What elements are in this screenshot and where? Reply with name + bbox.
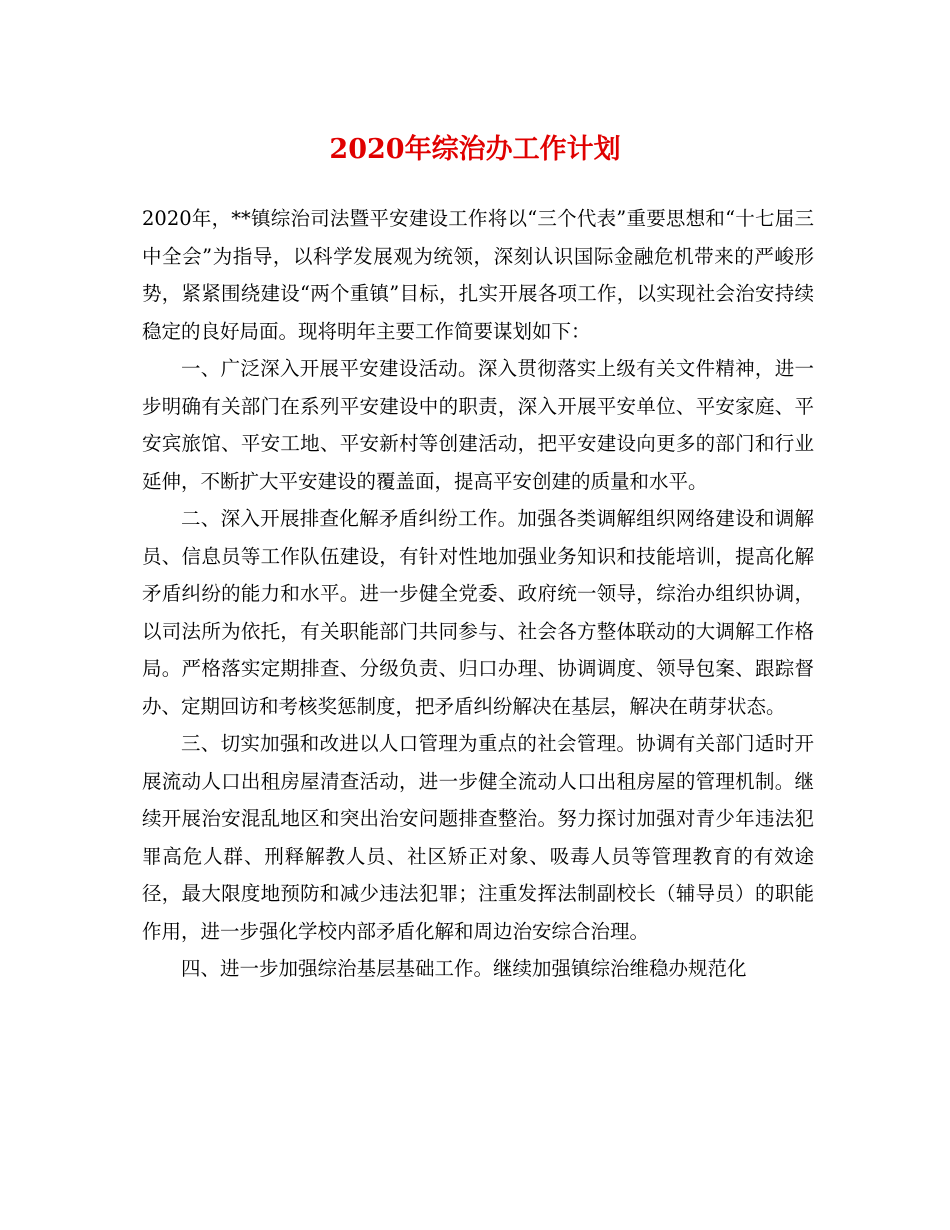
document-body <box>142 200 814 988</box>
document-title: 2020年综治办工作计划 <box>329 134 621 165</box>
paragraph-intro: 2020年，**镇综治司法暨平安建设工作将以“三个代表”重要思想和“十七届三中全会”为指导，以科学发展观为统领，深刻认识国际金融危机带来的严峻形势，紧紧围绕建设“两个重镇”目标，扎实开展各项工作，以实现社会治安持续稳定的良好局面。现将明年主要工作简要谋划如下： <box>142 207 814 343</box>
paragraph-section-2: 二、深入开展排查化解矛盾纠纷工作。加强各类调解组织网络建设和调解员、信息员等工作队伍建设，有针对性地加强业务知识和技能培训，提高化解矛盾纠纷的能力和水平。进一步健全党委、政府统一领导，综治办组织协调，以司法所为依托，有关职能部门共同参与、社会各方整体联动的大调解工作格局。严格落实定期排查、分级负责、归口办理、协调调度、领导包案、跟踪督办、定期回访和考核奖惩制度，把矛盾纠纷解决在基层，解决在萌芽状态。 <box>142 507 814 718</box>
paragraph-section-3: 三、切实加强和改进以人口管理为重点的社会管理。协调有关部门适时开展流动人口出租房屋清查活动，进一步健全流动人口出租房屋的管理机制。继续开展治安混乱地区和突出治安问题排查整治。努力探讨加强对青少年违法犯罪高危人群、刑释解教人员、社区矫正对象、吸毒人员等管理教育的有效途径，最大限度地预防和减少违法犯罪；注重发挥法制副校长（辅导员）的职能作用，进一步强化学校内部矛盾化解和周边治安综合治理。 <box>142 732 814 943</box>
paragraph-section-1: 一、广泛深入开展平安建设活动。深入贯彻落实上级有关文件精神，进一步明确有关部门在系列平安建设中的职责，深入开展平安单位、平安家庭、平安宾旅馆、平安工地、平安新村等创建活动，把平安建设向更多的部门和行业延伸，不断扩大平安建设的覆盖面，提高平安创建的质量和水平。 <box>142 357 814 493</box>
paragraph-section-4: 四、进一步加强综治基层基础工作。继续加强镇综治维稳办规范化 <box>181 957 747 980</box>
